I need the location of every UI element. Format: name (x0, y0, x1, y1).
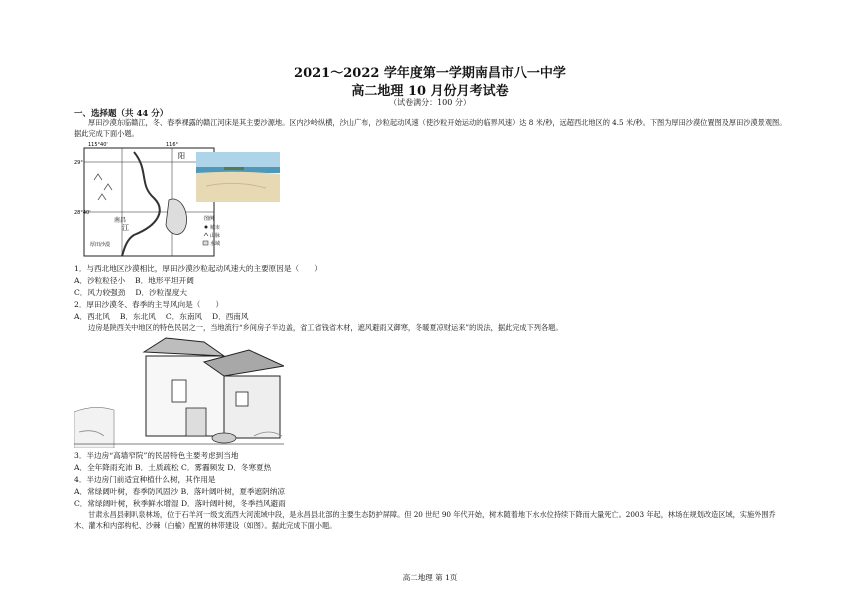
svg-text:南昌: 南昌 (114, 217, 127, 224)
school-title: 2021～2022 学年度第一学期南昌市八一中学 (294, 66, 566, 81)
q1-options-2: C．风力较强劲 D．沙粒湿度大 (74, 288, 188, 297)
page-footer: 高二地理 第 1页 (402, 573, 458, 582)
svg-text:江: 江 (122, 224, 129, 232)
q4-options-1: A．常绿阔叶树，春季防风固沙 B．落叶阔叶树，夏季遮阴纳凉 (74, 487, 285, 496)
svg-text:水域: 水域 (210, 241, 221, 247)
q1-options-1: A．沙粒粒径小 B．地形平坦开阔 (74, 276, 194, 285)
passage-3: 甘肃永昌县刺叭泉林场，位于石羊河一级支流西大河流域中段，是永昌县北部的主要生态防护屏障。但 20 世纪 90 年代开始，树木随着地下水水位持续下降而大量死亡。2003 年起，林场在规划改造区域，实施外围乔木、灌木和内部构杞、沙棘（白榆）配置的林带建设（如图）。据此完成下面小题。 (74, 510, 776, 530)
svg-text:阳: 阳 (178, 152, 185, 160)
section-heading: 一、选择题（共 44 分） (74, 109, 169, 119)
svg-text:29°: 29° (74, 160, 83, 166)
house-sketch (74, 332, 284, 448)
q3-options: A．全年降雨充沛 B．土质疏松 C．雾霾频发 D．冬寒夏热 (74, 463, 272, 472)
passage-2: 边房是陕西关中地区的特色民居之一，当地流行“乡间房子半边盖，省工省钱省木材，遮风避雨又御寒，冬暖夏凉财运来”的说法，据此完成下列各题。 (88, 323, 563, 332)
q4-options-2: C．常绿阔叶树，秋季鲜水增湿 D．落叶阔叶树，冬季挡风避雨 (74, 499, 286, 508)
q3-stem: 3．半边房“高墙窄院”的民居特色主要考虑到当地 (74, 451, 239, 460)
svg-text:城市: 城市 (210, 225, 221, 231)
q1-stem: 1．与西北地区沙漠相比，厚田沙漠沙粒起动风速大的主要原因是（ ） (74, 264, 322, 273)
desert-photo (196, 152, 280, 202)
svg-text:山脉: 山脉 (210, 233, 221, 239)
q2-options: A．西北风 B．东北风 C．东南风 D．西南风 (74, 312, 249, 321)
svg-text:28°40': 28°40' (74, 210, 91, 216)
exam-title: 高二地理 10 月份月考试卷 (351, 84, 509, 99)
score-note: （试卷满分：100 分） (389, 98, 471, 107)
svg-text:115°40': 115°40' (88, 142, 108, 148)
svg-text:116°: 116° (166, 142, 179, 148)
svg-text:厚田沙漠: 厚田沙漠 (90, 242, 111, 248)
q4-stem: 4．半边房门前适宜种植什么树，其作用是 (74, 475, 216, 484)
passage-1: 厚田沙漠东临赣江，冬、春季裸露的赣江河床是其主要沙源地。区内沙岭纵横，沙山广布，沙粒起动风速（使沙粒开始运动的临界风速）达 8 米/秒，远超西北地区的 4.5 米/秒。下图为厚田沙漠位置图及厚田沙漠景观图。据此完成下面小题。 (74, 118, 787, 138)
q2-stem: 2．厚田沙漠冬、春季的主导风向是（ ） (74, 300, 224, 309)
svg-text:图例: 图例 (204, 216, 215, 222)
